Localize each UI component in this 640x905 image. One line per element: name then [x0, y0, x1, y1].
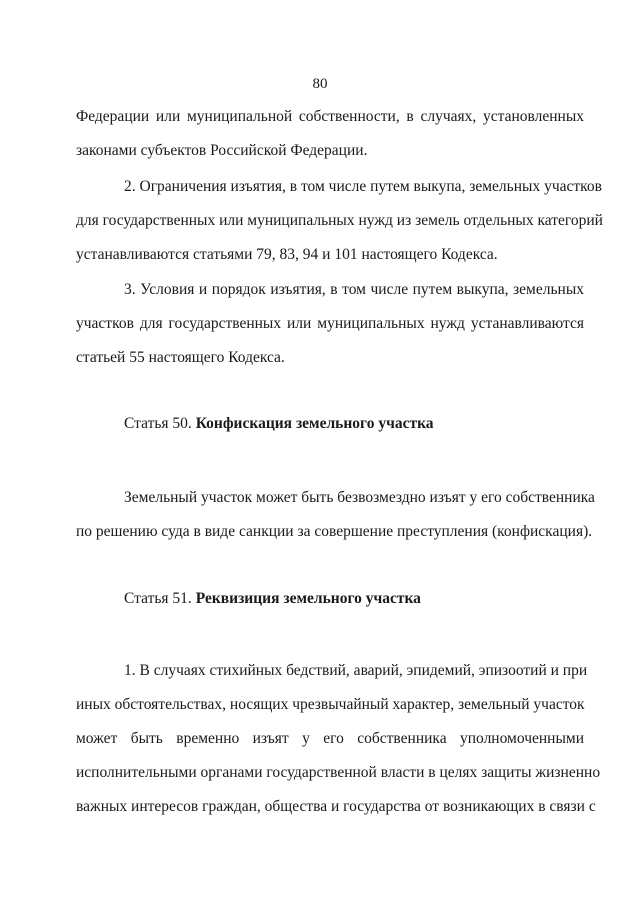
text-line: 3. Условия и порядок изъятия, в том числе путем выкупа, земельных — [124, 281, 584, 298]
paragraph-item-2 — [76, 170, 603, 272]
paragraph-continuation — [76, 100, 584, 168]
text-line: устанавливаются статьями 79, 83, 94 и 101 настоящего Кодекса. — [76, 246, 498, 263]
text-line: для государственных или муниципальных нужд из земель отдельных категорий — [76, 212, 603, 229]
paragraph-item-3 — [76, 273, 584, 375]
text-line: 1. В случаях стихийных бедствий, аварий, эпидемий, эпизоотий и при — [124, 662, 588, 679]
article-title: Реквизиция земельного участка — [195, 590, 421, 607]
text-line: иных обстоятельствах, носящих чрезвычайный характер, земельный участок — [76, 696, 585, 713]
article-number: Статья 51. — [124, 590, 192, 607]
article-title: Конфискация земельного участка — [195, 415, 434, 432]
article-number: Статья 50. — [124, 415, 192, 432]
paragraph-article-50 — [76, 481, 595, 549]
article-50-heading — [124, 415, 434, 433]
text-line: статьей 55 настоящего Кодекса. — [76, 349, 285, 366]
text-line: законами субъектов Российской Федерации. — [76, 142, 368, 159]
text-line: важных интересов граждан, общества и государства от возникающих в связи с — [76, 798, 596, 815]
article-51-heading — [124, 590, 421, 608]
text-line: по решению суда в виде санкции за совершение преступления (конфискация). — [76, 523, 593, 540]
text-line: участков для государственных или муниципальных нужд устанавливаются — [76, 315, 584, 332]
text-line: исполнительными органами государственной власти в целях защиты жизненно — [76, 764, 601, 781]
text-line: может быть временно изъят у его собственника уполномоченными — [76, 730, 584, 747]
paragraph-article-51-item-1 — [76, 654, 601, 824]
text-line: Земельный участок может быть безвозмездно изъят у его собственника — [124, 489, 595, 506]
text-line: 2. Ограничения изъятия, в том числе путем выкупа, земельных участков — [124, 178, 602, 195]
text-line: Федерации или муниципальной собственности, в случаях, установленных — [76, 108, 584, 125]
page-number: 80 — [312, 76, 328, 92]
